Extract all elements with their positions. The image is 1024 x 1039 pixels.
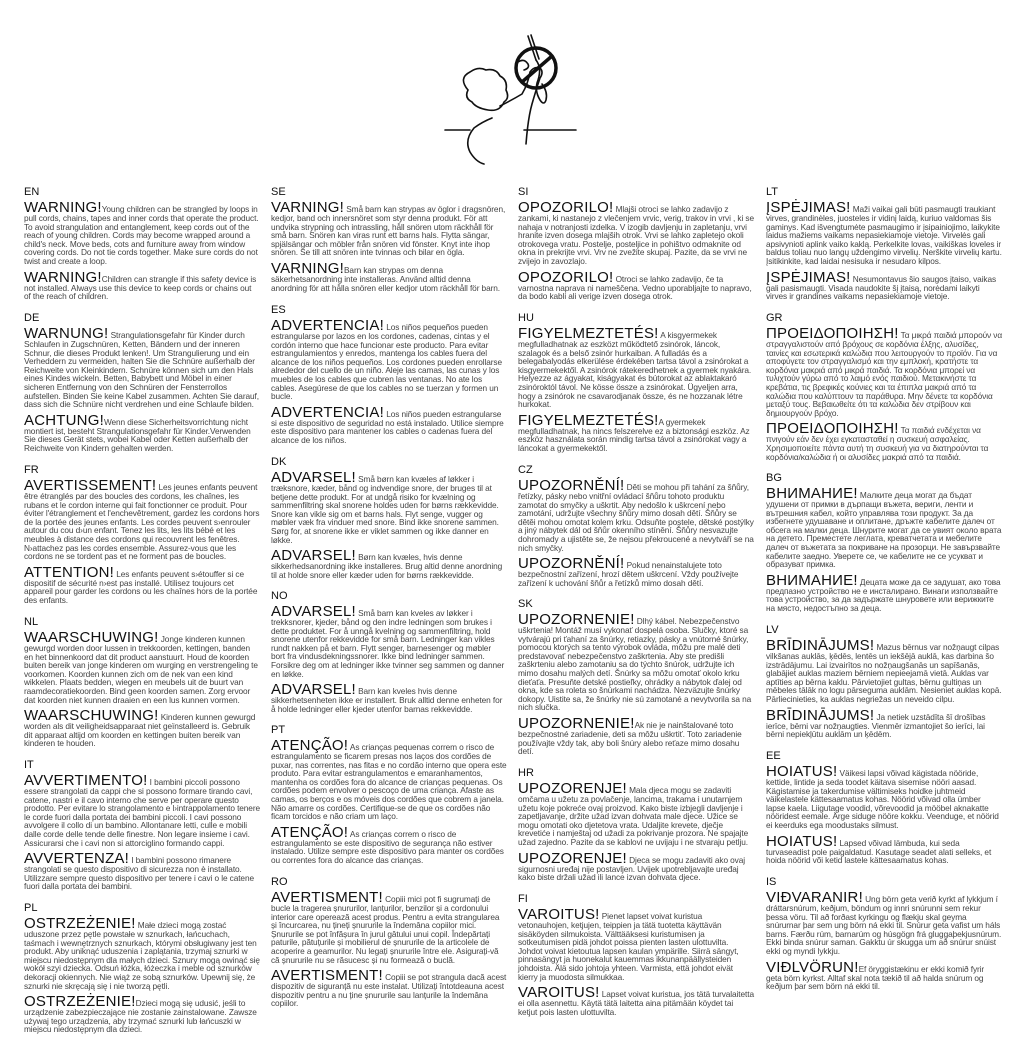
warning-text: Pienet lapset voivat kuristua vetonauhojen, ketjujen, teippien ja tätä tuotetta käyttävän sisäköyden silmukoista. Välttääksesi kuristumisen ja sotkeutumisen pidä johdot poissa pienten lasten ulottuvilta. Johdot voivat kietoutua lapsen kaulan ympärille. Siirrä sängyt, pinnasängyt ja huonekalut kauemmas ikkunanpäällysteiden johdoista. Älä sido johtoja yhteen. Varmista, että johdot eivät kierry ja muodosta silmukkaa. [518,911,739,982]
warning-heading: ĮSPĖJIMAS! [766,199,851,216]
warning-heading: AVERTISMENT! [271,889,383,906]
warning-heading: UPOZORENJE! [518,780,627,797]
warning-paragraph [518,986,754,1016]
language-section-is [766,876,1002,996]
language-code: EN [24,186,40,198]
language-section-pl [24,902,260,1039]
warning-text: Dzieci mogą się udusić, jeśli to urządzenie zabezpieczające nie zostanie zainstalowane. Zawsze używaj tego urządzenia, aby trzymać sznurki lub łańcuszki w miejscu niedostępnym dla dzieci. [24,998,257,1035]
warning-paragraph [24,995,260,1034]
warning-heading: ΠΡΟΕΙΔΟΠΟΙΗΣΗ! [766,325,899,342]
warning-paragraph [518,714,754,757]
warning-text: Děti se mohou při tahání za šňůry, řetízky, pásky nebo vnitřní ovládací šňůru tohoto produktu zamotat do smyčky a uškrtit. Aby nedošlo k uškrcení nebo zamotání, udržujte všechny šňůry mimo dosah dětí. Šňůry se dětěi mohou omotat kolem krku. Odsuňte postele, dětské postýlky a jiný nábytek dál od šňůr okenního stínění. Šňůry nesvazujte dohromady a ujistěte se, že nejsou překroucené a nevytváří se na nich smyčky. [518,482,754,553]
warning-text: Mazus bērnus var nožņaugt cilpas vilkšanas auklās, ķēdēs, lentēs un iekšējā auklā, kas darbina šo izstrādājumu. Lai izvairītos no nožņaugšanās un sapīšanās, glabājiet auklas maziem bērniem nepieejamā vietā. Auklas var aptīties ap bērna kaklu. Pārvietojiet gultas, bērnu gultiņas un mēbeles tālāk no logu pārseguma auklām. Nesieniet auklas kopā. Pārliecinieties, ka auklas negriežas un neveido cilpu. [766,642,1002,704]
language-code: ES [271,304,286,316]
child-pulling-cord-prohibited-icon [440,30,590,165]
warning-paragraph [271,683,507,713]
warning-heading: VAROITUS! [518,984,600,1002]
warning-text: Children can strangle if this safety device is not installed. Always use this device to keep cords or chains out of the reach of children. [24,273,257,302]
warning-text: Lapset voivat kuristua, jos tätä turvalaitetta ei olla asennettu. Käytä tätä laitetta aina pitämään köydet tai ketjut pois lasten ulottuvilta. [518,989,754,1017]
warning-heading: ATENÇÃO! [271,823,349,841]
language-section-cz [518,464,754,592]
warning-paragraph [766,832,1002,866]
language-section-fi [518,893,754,1021]
warning-paragraph [24,563,260,605]
warning-heading: OPOZORILO! [518,199,614,216]
language-code: HR [518,767,534,779]
language-code: NL [24,616,39,628]
warning-text: I bambini piccoli possono essere strangolati da cappi che si possono formare tirando cavi, catene, nastri e il cavo interno che serve per operare questo prodotto. Per evitare lo strangolamento e l›intrappolamento tenere le corde fuori dalla portata dei bambini piccoli. I cavi possono avvolgere il collo di un bambino. Allontanare letti, culle e mobili dalle corde delle tende delle finestre. Non legare insieme i cavi. Assicurarsi che i cavi non si attorciglino formando cappi. [24,777,260,848]
warning-paragraph [271,739,507,821]
warning-text: Børn kan kvæles, hvis denne sikkerhedsanordning ikke installeres. Brug altid denne anordning til at holde snore eller kæder uden for børns rækkevidde. [271,552,503,580]
warning-text: Les enfants peuvent s›étouffer si ce dispositif de sécurité n›est pas installé. Utilisez toujours cet appareil pour garder les cordons ou les chaînes hors de la portée des enfants. [24,568,258,605]
warning-text: Copiii se pot strangula dacă acest dispozitiv de siguranță nu este instalat. Utilizați întotdeauna acest dispozitiv pentru a nu ține șnururile sau lanțurile la îndemâna copiilor. [271,972,507,1009]
language-code: BG [766,472,782,484]
language-code: PL [24,902,38,914]
warning-heading: VAROITUS! [518,906,600,923]
warning-paragraph [271,605,507,678]
warning-text: Young children can be strangled by loops in pull cords, chains, tapes and inner cords that operate the product. To avoid strangulation and entanglement, keep cords out of the reach of young children. Cords may become wrapped around a child's neck. Move beds, cots and furniture away from window covering cords. Do not tie cords together. Make sure cords do not twist and create a loop. [24,204,259,266]
warning-paragraph [271,549,507,579]
warning-text: Små barn kan strypas av öglor i dragsnören, kedjor, band och innersnöret som styr denna produkt. För att undvika strypning och intrassling, håll snören utom räckhåll för små barn. Snören kan viras runt ett barns hals. Flytta sängar, spjälsängar och möbler från snören vid fönster. Knyt inte ihop snören. Se till att snören inte tvinnas och bilar en ögla. [271,204,506,258]
warning-heading: AVVERTENZA! [24,850,130,868]
warning-heading: ADVARSEL! [271,681,356,699]
warning-paragraph [766,487,1002,569]
warning-heading: OPOZORILO! [518,268,614,286]
warning-heading: ĮSPĖJIMAS! [766,268,851,286]
warning-text: A gyermekek megfulladhatnak, ha nincs felszerelve ez a biztonsági eszköz. Az eszköz használata során mindig tartsa távol a zsinórokat vagy a láncokat a gyermekektől. [518,416,750,453]
warning-heading: VARNING! [271,199,344,216]
warning-heading: VARNING! [271,259,344,277]
language-section-hr [518,767,754,887]
language-section-hu [518,312,754,458]
language-section-pt [271,724,507,870]
warning-paragraph [766,765,1002,830]
warning-paragraph [766,571,1002,613]
warning-heading: UPOZORNĚNÍ! [518,555,625,573]
warning-text: As crianças pequenas correm o risco de estrangulamento se ficarem presas nos laços dos cordões de puxar, nas correntes, nas fitas e no cordão interno que opera este produto. Para evitar estrangulamentos e emaranhamentos, mantenha os cordões fora do alcance de crianças pequenas. Os cordões podem envolver o pescoço de uma criança. Afaste as camas, os berços e os móveis dos cordões que cobrem a janela. Não amarre os cordões. Certifique-se de que os cordões não ficam torcidos e não criam um laço. [271,742,507,822]
language-code: FI [518,893,528,905]
warning-heading: ADVERTENCIA! [271,403,384,421]
language-section-ee [766,750,1002,870]
language-section-de [24,312,260,458]
warning-heading: AVERTISSEMENT! [24,477,157,494]
warning-heading: FIGYELMEZTETÉS! [518,325,659,342]
warning-paragraph [271,969,507,1008]
language-section-bg [766,472,1002,618]
warning-heading: HOIATUS! [766,763,838,780]
warning-paragraph [518,908,754,981]
warning-text: Децата може да се задушат, ако това предпазно устройство не е инсталирано. Винаги използвайте това устройство, за да задържате шнуровете или верижките на място, недостъпно за деца. [766,576,1001,613]
warning-heading: WARNING! [24,199,102,216]
warning-heading: WARNING! [24,268,102,286]
warning-text: Τα παιδιά ενδέχεται να πνιγούν εάν δεν έχει εγκατασταθεί η συσκευή ασφαλείας. Χρησιμοποιείτε πάντα αυτή τη συσκευή για να διατηρούνται τα κορδόνια/καλώδια ή οι αλυσίδες μακριά από τα παιδιά. [766,425,989,462]
warning-text: Les jeunes enfants peuvent être étranglés par des boucles des cordons, les chaînes, les rubans et le cordon interne qui fait fonctionner ce produit. Pour éviter l'étranglement et l'enchevêtrement, gardez les cordons hors de la portée des jeunes enfants. Les cordes peuvent s›enrouler autour du cou d›un enfant. Tenez les lits, les lits bébé et les meubles à distance des cordons qui recouvrent les fenêtres. N›attachez pas les cordes ensemble. Assurez-vous que les cordons ne se tordent pas et ne forment pas de boucles. [24,482,260,562]
warning-paragraph [271,259,507,293]
language-code: CZ [518,464,533,476]
warning-paragraph [271,403,507,445]
warning-paragraph [24,411,260,453]
language-code: EE [766,750,781,762]
warning-paragraph [271,891,507,964]
warning-paragraph [24,631,260,704]
warning-paragraph [518,479,754,552]
warning-paragraph [766,201,1002,266]
warning-paragraph [271,471,507,544]
warning-heading: ATTENTION! [24,563,115,581]
language-code: HU [518,312,534,324]
warning-heading: UPOZORENJE! [518,849,627,867]
warning-heading: HOIATUS! [766,832,838,850]
language-section-lt [766,186,1002,306]
warning-paragraph [271,201,507,257]
warning-heading: ADVARSEL! [271,603,356,620]
warning-paragraph [24,774,260,847]
language-code: NO [271,590,288,602]
language-section-sk [518,598,754,761]
warning-heading: OSTRZEŻENIE! [24,993,136,1011]
warning-text: Lapsed võivad lämbuda, kui seda turvaseadist pole paigaldatud. Kasutage seadet alati selleks, et hoida nöörid või ketid lastele kättesaamatus kohas. [766,837,992,866]
warning-heading: ADVARSEL! [271,547,356,565]
language-section-nl [24,616,260,753]
warning-paragraph [518,201,754,266]
language-code: LV [766,624,779,636]
warning-heading: ATENÇÃO! [271,737,349,754]
warning-text: As crianças correm o risco de estrangulamento se este dispositivo de segurança não estiver instalado. Utilize sempre este dispositivo para manter os cordões ou correntes fora do alcance das crianças. [271,828,504,865]
language-section-dk [271,456,507,584]
language-code: SK [518,598,533,610]
language-section-se [271,186,507,297]
warning-paragraph [766,268,1002,302]
language-code: DK [271,456,287,468]
warning-heading: VIÐLVÖRUN! [766,958,859,976]
warning-text: Τα μικρά παιδιά μπορούν να στραγγαλιστούν από βρόχους σε κορδόνια έλξης, αλυσίδες, ταινίες και εσωτερικά καλώδια που λειτουργούν το προϊόν. Για να αποφύγετε τον στραγγαλισμό και την εμπλοκή, κρατήστε τα κορδόνια μακριά από μικρά παιδιά. Τα κορδόνια μπορεί να τυλιχτούν γύρω από το λαιμό ενός παιδιού. Μετακινήστε τα κρεβάτια, τις βρεφικές κούνιες και τα έπιπλα μακριά από τα καλώδια που καλύπτουν τα παράθυρα. Μην δένετε τα κορδόνια μεταξύ τους. Βεβαιωθείτε ότι τα καλώδια δεν στρίβουν και δημιουργούν βρόχο. [766,330,1003,418]
warning-paragraph [24,479,260,561]
language-section-si [518,186,754,306]
warning-paragraph [766,891,1002,956]
language-code: SE [271,186,286,198]
warning-paragraph [518,557,754,587]
language-code: FR [24,464,39,476]
warning-paragraph [24,917,260,990]
warning-text: Ak nie je nainštalované toto bezpečnostné zariadenie, deti sa môžu uškrtiť. Toto zariadenie používajte vždy tak, aby boli šnúry alebo reťaze mimo dosahu detí. [518,719,742,757]
warning-heading: AVERTISMENT! [271,967,383,985]
warning-heading: ADVARSEL! [271,469,356,486]
language-code: RO [271,876,288,888]
warning-paragraph [24,201,260,266]
language-section-it [24,759,260,896]
warning-text: Kinderen kunnen gewurgd worden als dit veiligheidsapparaat niet geïnstalleerd is. Gebruik dit apparaat altijd om koorden en kettingen buiten bereik van kinderen te houden. [24,712,256,749]
warning-text: Dlhý kábel. Nebezpečenstvo uškrtenia! Montáž musí vykonať dospelá osoba. Slučky, ktoré sa vytvárajú pri ťahaní za šnúrky, retiazky, pásky a vnútorné šnúrky, pomocou ktorých sa tento výrobok ovláda, môžu pre malé deti predstavovať nebezpečenstvo zaškrtenia. Aby ste predišli zaškrteniu alebo zamotaniu sa do týchto šnúrok, udržujte ich mimo dosahu malých detí. Šnúrky sa môžu omotať okolo krku dieťaťa. Presuňte detské postieľky, ohrádky a nábytok ďalej od okna, kde sa roleta so šnúrkami nachádza. Nezväzujte šnúrky dokopy. Uistite sa, že šnúrky nie sú zamotané a nevytvorila sa na nich slučka. [518,616,752,713]
warning-text: Ja netiek uzstādīta šī drošības ierīce, bērni var nožņaugties. Vienmēr izmantojiet šo ierīci, lai bērni nepiekļūtu auklām un ķēdēm. [766,711,986,740]
language-code: PT [271,724,286,736]
warning-text: Małe dzieci mogą zostać uduszone przez pętle powstałe w sznurkach, łańcuchach, taśmach i wewnętrznych sznurkach, którymi obsługiwany jest ten produkt. Aby uniknąć uduszenia i zaplątania, trzymaj sznurki w miejscu niedostępnym dla małych dzieci. Sznury mogą owinąć się wokół szyi dziecka. Odsuń łóżka, łóżeczka i meble od sznurków dekoracji okiennych. Nie wiąż ze sobą sznurków. Upewnij się, że sznurki nie skręcają się i nie tworzą pętli. [24,920,260,991]
language-code: LT [766,186,779,198]
warning-text: Nesumontavus šio saugos įtaiso, vaikas gali pasismaugti. Visada naudokite šį įtaisą, norėdami laikyti virves ir grandines vaikams nepasiekiamoje vietoje. [766,273,997,302]
warning-text: Små børn kan kvæles af løkker i træksnore, kæder, bånd og indvendige snore, der bruges til at betjene dette produkt. For at undgå risiko for kvælning og sammenfiltring skal snorene holdes uden for børns rækkevidde. Snore kan vikle sig om et barns hals. Flyt senge, vugger og møbler væk fra vinduer med snore. Bind ikke snorene sammen. Sørg for, at snorene ikke er viklet sammen og ikke danner en løkke. [271,474,499,545]
warning-heading: ADVERTENCIA! [271,317,384,334]
warning-paragraph [518,782,754,847]
warning-text: Los niños pueden estrangularse si este dispositivo de seguridad no está instalado. Utilice siempre este dispositivo para mantener los cables o cadenas fuera del alcance de los niños. [271,408,504,445]
warning-heading: WARNUNG! [24,325,109,342]
warning-heading: VIÐVARANIR! [766,889,863,906]
warning-text: A kisgyermekek megfulladhatnak az eszközt működtető zsinórok, láncok, szalagok és a belső zsinór hurkaiban. A fulladás és a belegabalyodás elkerülése érdekében tartsa távol a zsinórokat a kisgyermekektől. A zsinórok rátekeredhetnek a gyermek nyakára. Helyezze az ágyakat, kiságyakat és bútorokat az ablaktakaró zsinóroktól távol. Ne kösse össze a zsinórokat. Ügyeljen arra, hogy a zsinórok ne csavarodjanak össze, és ne hozzanak létre hurkokat. [518,330,752,410]
warning-paragraph [24,852,260,891]
warning-heading: WAARSCHUWING! [24,707,159,725]
warning-text: Djeca se mogu zadaviti ako ovaj sigurnosni uređaj nije postavljen. Uvijek upotrebljavajte uređaj kako biste držali užad ili lance izvan dohvata djece. [518,854,745,883]
warning-heading: ВНИМАНИЕ! [766,485,858,502]
warning-text: Maži vaikai gali būti pasmaugti traukiant virves, grandinėles, juosteles ir vidinį laidą, kuriuo valdomas šis gaminys. Kad išvengtumėte pasmaugimo ir įsipainiojimo, laikykite laidus mažiems vaikams nepasiekiamoje vietoje. Virvelės gali apsivynioti aplink vaiko kaklą. Perkelkite lovas, vaikiškas loveles ir baldus toliau nuo langų uždengimo virvelių. Nerškite virvelių kartu. Įsitikinkite, kad laidai nesisuka ir nesudaro kilpos. [766,204,1002,266]
warning-text: I bambini possono rimanere strangolati se questo dispositivo di sicurezza non è installato. Utilizzare sempre questo dispositivo per tenere i cavi o le catene fuori dalla portata dei bambini. [24,855,254,892]
warning-text: Wenn diese Sicherheitsvorrichtung nicht montiert ist, besteht Strangulationsgefahr für Kinder.Verwenden Sie dieses Gerät stets, wobei Kabel oder Ketten außerhalb der Reichweite von Kindern gehalten werden. [24,416,251,453]
warning-paragraph [766,639,1002,704]
warning-paragraph [766,706,1002,740]
warning-heading: ACHTUNG! [24,411,104,429]
language-section-no [271,590,507,718]
warning-heading: AVVERTIMENTO! [24,772,148,789]
warning-paragraph [518,849,754,883]
language-code: GR [766,312,783,324]
language-section-fr [24,464,260,610]
warning-text: Copiii mici pot fi sugrumați de bucle la tragerea șnururilor, lanțurilor, benzilor și a cordonului interior care operează acest produs. Pentru a evita strangularea și încurcarea, nu țineți șnururile la îndemâna copiilor mici. Șnururile se pot înfășura în jurul gâtului unui copil. Îndepărtați paturile, pătuțurile și mobilierul de șnururile de la articolele de acoperire a geamurilor. Nu legați șnururile între ele. Asigurați-vă că șnururile nu se răsucesc și nu formează o buclă. [271,894,500,965]
language-section-ro [271,876,507,1013]
warning-paragraph [24,268,260,302]
warning-text: Mala djeca mogu se zadaviti omčama u užetu za povlačenje, lancima, trakama i unutarnjem užetu koje pokreće ovaj proizvod. Kako biste izbjegli davljenje i zapetljavanje, držite užad izvan dohvata male djece. Užice se mogu omotati oko djetetova vrata. Udaljite krevete, dječje krevetiće i namještaj od užadi za pokrivanje prozora. Ne spajajte užad zajedno. Pazite da se kablovi ne uvijaju i ne stvaraju petlju. [518,785,749,847]
warning-heading: OSTRZEŻENIE! [24,915,136,932]
warning-text: Малките деца могат да бъдат удушени от примки в дърпащи въжета, вериги, ленти и вътрешния кабел, който управлява този продукт. За да избегнете удушаване и оплитане, дръжте кабелите далеч от обсега на малки деца. Шнурите могат да се увият около врата на детето. Преместете леглата, креватчетата и мебелите далеч от въжетата за покриване на прозорци. Не завързвайте кабелите заедно. Уверете се, че кабелите не се усукват и образуват примка. [766,490,1002,570]
warning-text: Ung börn geta verið kyrkt af lykkjum í dráttarsnúrum, keðjum, böndum og innri snúrunni sem rekur þessa vöru. Til að forðast kyrkingu og flækju skal geyma snúrurnar þar sem ung börn ná ekki til. Snúrur geta vafist um háls barns. Færðu rúm, barnarúm og húsgögn frá gluggaþekjusnúrum. Ekki binda snúrur saman. Gakktu úr skugga um að snúrur snúist ekki og myndi lykkju. [766,894,1002,956]
warning-text: Barn kan strypas om denna säkerhetsanordning inte installeras. Använd alltid denna anordning för att hålla snören eller kedjor utom räckhåll för barn. [271,264,500,293]
warning-paragraph [766,422,1002,461]
language-code: IT [24,759,34,771]
warning-text: Barn kan kveles hvis denne sikkerhetsenheten ikke er installert. Bruk alltid denne enheten for å holde ledninger eller kjeder utenfor barnas rekkevidde. [271,686,503,714]
warning-heading: UPOZORNENIE! [518,714,635,732]
language-section-gr [766,312,1002,466]
warning-text: Jonge kinderen kunnen gewurgd worden door lussen in trekkoorden, kettingen, banden en het binnenkoord dat dit product aanstuurt. Houd de koorden buiten bereik van jonge kinderen om wurging en verstrengeling te voorkomen. Koorden kunnen zich om de nek van een kind wikkelen. Plaats bedden, wiegen en meubels uit de buurt van raamdecoratiekoorden. Bind geen koorden samen. Zorg ervoor dat koorden niet kunnen draaien en een lus kunnen vormen. [24,634,258,705]
language-section-en [24,186,260,306]
warning-paragraph [24,327,260,409]
language-section-es [271,304,507,450]
warning-heading: ΠΡΟΕΙΔΟΠΟΙΗΣΗ! [766,420,899,438]
warning-text: Mlajši otroci se lahko zadavijo z zankami, ki nastanejo z vlečenjem vrvic, verig, trakov in vrvi , ki se nahaja v notranjosti izdelka. V izogib davljenju in zapletanju, vrvi hranite izven dosega mlajših otrok. Vrvi se lahko zapletejo okoli otrokovega vratu. Postelje, posteljice in pohištvo odmaknite od okna in prekrijte vrvi. Vrv ne zvežite skupaj. Pazite, da se vrvi ne zvijejo in zavozlajo. [518,204,754,266]
language-code: DE [24,312,40,324]
warning-heading: BRĪDINĀJUMS! [766,706,875,724]
warning-paragraph [271,823,507,865]
warning-heading: UPOZORNENIE! [518,611,635,628]
warning-text: Ef öryggistækinu er ekki komið fyrir geta börn kyrkst. Alltaf skal nota tækið til að halda snúrum og keðjum þar sem börn ná ekki til. [766,963,985,992]
warning-paragraph [518,613,754,712]
warning-heading: UPOZORNĚNÍ! [518,477,625,494]
warning-heading: BRĪDINĀJUMS! [766,637,875,654]
warning-paragraph [518,327,754,409]
warning-paragraph [24,709,260,748]
warning-paragraph [518,411,754,453]
warning-paragraph [766,327,1002,417]
warning-text: Väikesi lapsi võivad kägistada nööride, kettide, lintide ja seda toodet käitava sisemise nööri aasad. Kägistamise ja takerdumise vältimiseks hoidke juhtmeid väikelastele kättesaamatus kohas. Nöörid võivad olla ümber lapse kaela. Liigutage voodid, võrevoodid ja mööbel aknakatte nööridest eemale. Ärge siduge nööre kokku. Veenduge, et nöörid ei keerduks ega moodustaks silmust. [766,768,999,830]
warning-heading: ВНИМАНИЕ! [766,571,858,589]
warning-text: Strangulationsgefahr für Kinder durch Schlaufen in Zugschnüren, Ketten, Bändern und der inneren Schnur, die dieses Produkt lenken!. Um Strangulierung und ein Verheddern zu vermeiden, halten Sie die Schnüre außerhalb der Reichweite von Kleinkindern. Schnüre können sich um den Hals eines Kindes wickeln. Betten, Babybett und Möbel in einer sicheren Entfernung von den Schnüren der Fensterrollos aufstellen. Binden Sie keine Kabel zusammen. Achten Sie darauf, dass sich die Schnüre nicht verdrehen und eine Schlaufe bilden. [24,330,259,410]
warning-heading: FIGYELMEZTETÉS! [518,411,659,429]
warning-heading: WAARSCHUWING! [24,629,159,646]
warning-text: Los niños pequeños pueden estrangularse por lazos en los cordones, cadenas, cintas y el cordón interno que hace funcionar este producto. Para evitar estrangulamientos y enredos, mantenga los cables fuera del alcance de los niños pequeños. Los cordones pueden enrollarse alrededor del cuello de un niño. Aleje las camas, las cunas y los muebles de los cables que cubren las ventanas. No ate los cables. Asegúrese de que los cables no se tuerzan y formen un bucle. [271,322,502,402]
warning-paragraph [766,958,1002,992]
warning-paragraph [271,319,507,401]
warning-paragraph [518,268,754,302]
language-code: IS [766,876,777,888]
language-code: SI [518,186,529,198]
warning-text: Otroci se lahko zadavijo, če ta varnostna naprava ni nameščena. Vedno uporabljajte to napravo, da bodo kabli ali verige izven dosega otrok. [518,273,752,302]
warning-text: Små barn kan kveles av løkker i trekksnorer, kjeder, bånd og den indre ledningen som brukes i dette produktet. For å unngå kvelning og sammenfiltring, hold snorene utenfor rekkevidde for små barn. Ledninger kan vikles rundt nakken på et barn. Flytt senger, barnesenger og møbler bort fra vindusdekningssnorer. Ikke bind ledninger sammen. Forsikre deg om at ledninger ikke tvinner seg sammen og danner en løkke. [271,608,505,679]
warning-text: Pokud nenainstalujete toto bezpečnostní zařízení, hrozí dětem uškrcení. Vždy používejte zařízení k uchování šňůr a řetízků mimo dosah dětí. [518,560,739,588]
language-section-lv [766,624,1002,744]
